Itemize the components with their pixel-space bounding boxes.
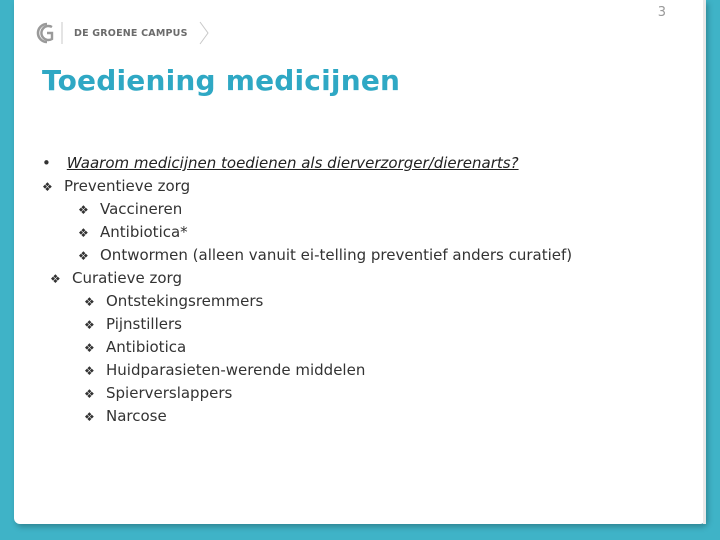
- list-item: [84, 290, 263, 313]
- diamond-bullet-icon: ❖: [84, 318, 95, 332]
- list-item: [78, 198, 182, 221]
- section-label-curative: Curatieve zorg: [72, 269, 182, 287]
- section-label-preventive: Preventieve zorg: [64, 177, 191, 195]
- diamond-bullet-icon: ❖: [84, 410, 95, 424]
- diamond-bullet-icon: ❖: [78, 249, 89, 263]
- list-item-label: Narcose: [106, 407, 167, 425]
- list-item-label: Antibiotica: [106, 338, 187, 356]
- list-item: [42, 175, 190, 198]
- list-item: [78, 244, 572, 267]
- list-item-label: Antibiotica*: [100, 223, 188, 241]
- slide-edge: [703, 0, 706, 524]
- diamond-bullet-icon: ❖: [84, 295, 95, 309]
- diamond-bullet-icon: ❖: [78, 203, 89, 217]
- list-item-label: Ontstekingsremmers: [106, 292, 264, 310]
- list-item: [50, 267, 182, 290]
- campus-logo-icon: [30, 20, 60, 46]
- list-item-label: Spierverslappers: [106, 384, 233, 402]
- slide: [14, 0, 706, 524]
- diamond-bullet-icon: ❖: [84, 364, 95, 378]
- list-item: [84, 359, 365, 382]
- list-item: [84, 405, 167, 428]
- list-item: [84, 313, 182, 336]
- list-item-label: Huidparasieten-werende middelen: [106, 361, 366, 379]
- diamond-bullet-icon: ❖: [84, 341, 95, 355]
- question-item: [42, 152, 519, 175]
- diamond-bullet-icon: ❖: [42, 180, 53, 194]
- list-item-label: Ontwormen (alleen vanuit ei-telling preventief anders curatief): [100, 246, 573, 264]
- list-item-label: Pijnstillers: [106, 315, 182, 333]
- list-item: [78, 221, 188, 244]
- list-item: [84, 336, 186, 359]
- diamond-bullet-icon: ❖: [84, 387, 95, 401]
- bullet-icon: •: [42, 154, 51, 172]
- list-item: [84, 382, 232, 405]
- list-item-label: Vaccineren: [100, 200, 183, 218]
- page-title: Toediening medicijnen: [42, 64, 401, 97]
- page-number: 3: [657, 5, 666, 20]
- logo-wordmark: DE GROENE CAMPUS: [74, 28, 188, 39]
- diamond-bullet-icon: ❖: [78, 226, 89, 240]
- diamond-bullet-icon: ❖: [50, 272, 61, 286]
- question-text: Waarom medicijnen toedienen als dierverzorger/dierenarts?: [66, 154, 519, 172]
